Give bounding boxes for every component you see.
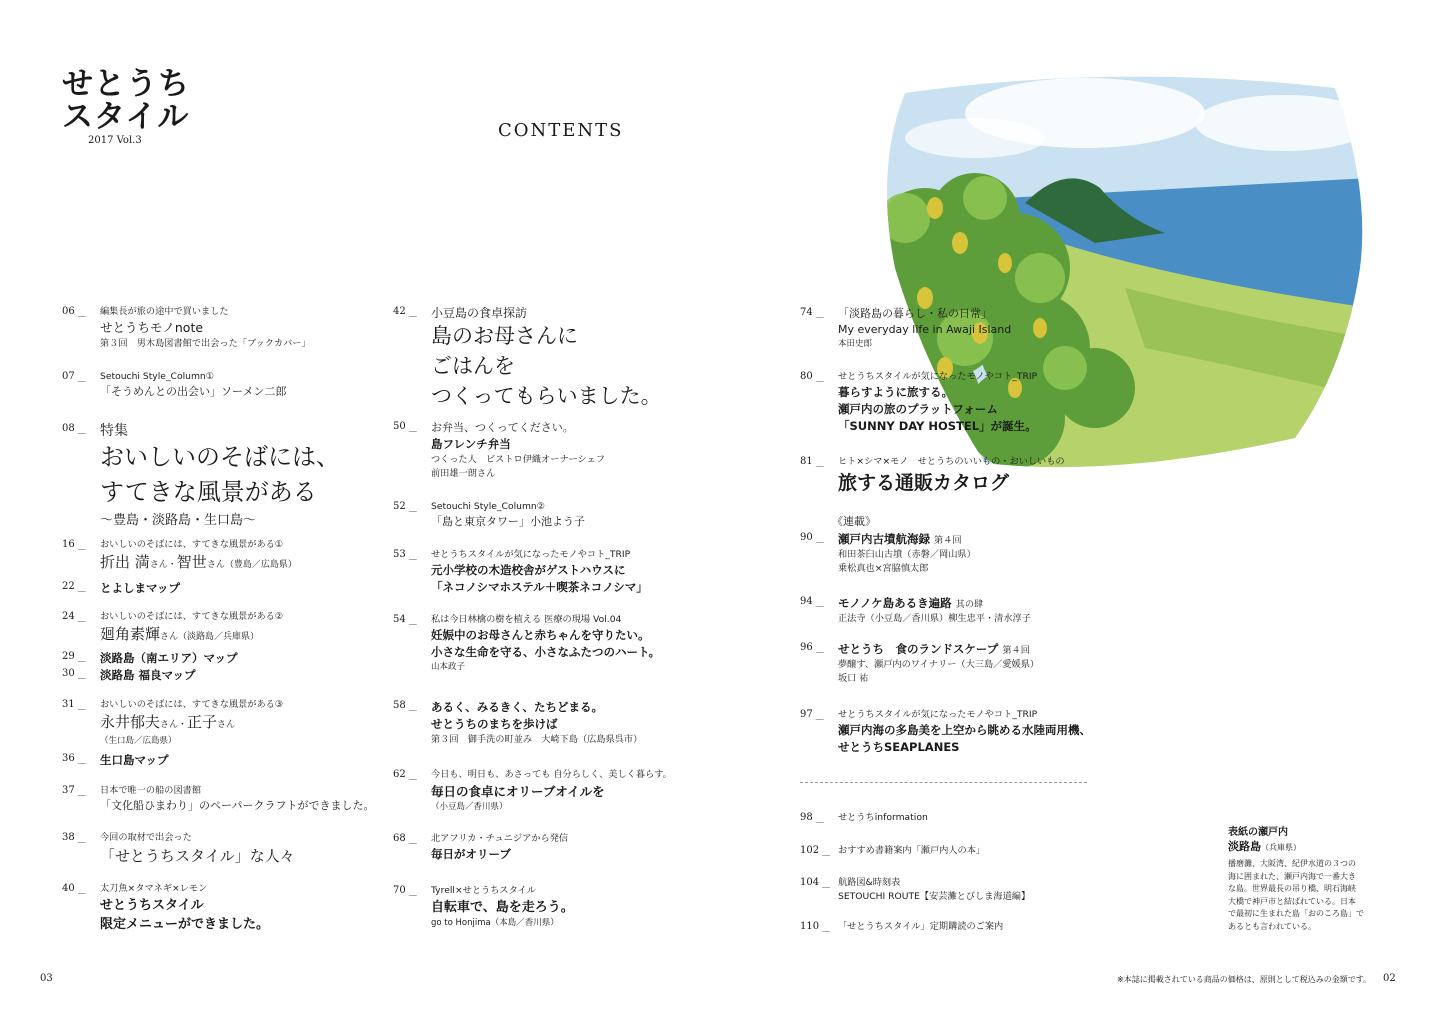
entry-38[interactable] (62, 831, 295, 867)
page-number: 98 __ (800, 812, 823, 823)
entry-title-line2: My everyday life in Awaji Island (838, 323, 1012, 336)
entry-08[interactable] (62, 422, 340, 532)
page-number: 30 __ (62, 668, 85, 679)
entry-50[interactable] (393, 420, 605, 481)
page-number: 104 __ (800, 877, 829, 888)
entry-96[interactable] (800, 641, 1039, 686)
entry-98[interactable] (800, 811, 928, 825)
page-number: 80 __ (800, 371, 823, 382)
entry-53[interactable] (393, 548, 648, 596)
person-names: 廻角素輝さん（淡路島／兵庫県） (100, 625, 260, 643)
entry-kicker: ヒト×シマ×モノ せとうちのいいもの・おいしいもの (838, 456, 1065, 467)
page-number: 62 __ (393, 769, 416, 780)
page-number: 29 __ (62, 651, 85, 662)
page-number: 08 __ (62, 423, 85, 434)
cover-text: 播磨灘、大阪湾、紀伊水道の３つの 海に囲まれた、瀬戸内海で一番大き な島。世界最長の吊り橋、明石海峡 大橋で神戸市と結ばれている。日本 で最初に生まれた島「おのころ島」で あるとも言われている。 (1228, 859, 1364, 931)
entry-16[interactable] (62, 538, 297, 575)
entry-title-line2: 「ネコノシマホステル＋喫茶ネコノシマ」 (431, 580, 648, 594)
entry-detail: 第３回 御手洗の町並み 大崎下島（広島県呉市） (431, 734, 643, 745)
entry-title: 毎日の食卓にオリーブオイルを (431, 784, 605, 799)
entry-kicker: 私は今日林檎の樹を植える 医療の現場 Vol.04 (431, 614, 622, 625)
entry-97[interactable] (800, 708, 1091, 756)
page-number: 16 __ (62, 539, 85, 550)
entry-title: せとうちinformation (838, 812, 928, 823)
entry-title: 「せとうちスタイル」な人々 (100, 847, 295, 865)
entry-place: （小豆島／香川県） (431, 802, 508, 812)
entry-title-line3: 「SUNNY DAY HOSTEL」が誕生。 (838, 419, 1037, 433)
page-number: 40 __ (62, 883, 85, 894)
entry-title-line2: 瀬戸内の旅のプラットフォーム (838, 402, 998, 416)
entry-70[interactable] (393, 884, 574, 930)
entry-kicker: 北アフリカ・チュニジアから発信 (431, 833, 569, 844)
entry-kicker: せとうちスタイルが気になったモノやコト_TRIP (431, 549, 631, 560)
entry-title-line2: せとうちSEAPLANES (838, 740, 960, 754)
feature-title-line2: ごはんを (431, 354, 515, 378)
page-number: 24 __ (62, 611, 85, 622)
person-names: 折出 満さん・智世さん（豊島／広島県） (100, 553, 297, 571)
entry-81[interactable] (800, 455, 1065, 497)
entry-title-line1: せとうちスタイル (100, 898, 204, 913)
entry-kicker: お弁当、つくってください。 (431, 421, 574, 434)
entry-title: 淡路島（南エリア）マップ (100, 651, 238, 665)
entry-kicker: せとうちスタイルが気になったモノやコト_TRIP (838, 709, 1038, 720)
entry-detail: 前田雄一朗さん (431, 468, 496, 479)
page-number: 96 __ (800, 642, 823, 653)
page-number: 54 __ (393, 614, 416, 625)
entry-title: せとうちモノnote (100, 320, 204, 335)
entry-tag: 其の肆 (955, 599, 984, 610)
entry-kicker: 太刀魚×タマネギ×レモン (100, 883, 208, 894)
page-number: 42 __ (393, 306, 416, 317)
entry-110[interactable] (800, 920, 1003, 934)
entry-title: 「文化船ひまわり」のペーパークラフトができました。 (100, 799, 375, 812)
page-number: 58 __ (393, 700, 416, 711)
cover-note (1228, 826, 1368, 933)
entry-detail: 坂口 祐 (838, 673, 869, 684)
entry-detail: 和田茶臼山古墳（赤磐／岡山県） (838, 549, 976, 560)
person-names: 永井郁夫さん・正子さん (100, 713, 236, 731)
entry-tag: 第４回 (1002, 645, 1030, 656)
logo-line2: スタイル (62, 99, 190, 135)
entry-29[interactable] (62, 650, 238, 667)
entry-37[interactable] (62, 784, 374, 814)
entry-36[interactable] (62, 752, 169, 769)
entry-kicker: Tyrell×せとうちスタイル (431, 885, 536, 896)
entry-detail: 第３回 男木島図書館で出会った「ブックカバー」 (100, 338, 311, 349)
page-number: 110 __ (800, 921, 829, 932)
entry-title-line1: 元小学校の木造校舎がゲストハウスに (431, 563, 626, 577)
entry-kicker: 日本で唯一の船の図書館 (100, 785, 202, 796)
entry-kicker: 今回の取材で出会った (100, 832, 192, 843)
magazine-logo (62, 68, 190, 134)
feature-title-line2: すてきな風景がある (100, 478, 317, 506)
entry-62[interactable] (393, 768, 672, 814)
entry-title: とよしまマップ (100, 581, 181, 595)
entry-place: （生口島／広島県） (100, 736, 177, 746)
entry-title: モノノケ島あるき遍路 (838, 596, 952, 610)
entry-author: 山本政子 (431, 662, 466, 672)
entry-title: 「島と東京タワー」小池よう子 (431, 515, 585, 528)
entry-title-line1: 暮らすように旅する。 (838, 385, 953, 399)
contents-heading: CONTENTS (498, 120, 624, 141)
entry-title: せとうち 食のランドスケープ (838, 642, 999, 656)
feature-title-line3: つくってもらいました。 (431, 384, 662, 408)
entry-detail: 乗松真也×宮脇慎太郎 (838, 563, 929, 574)
entry-title-line1: 航路図&時刻表 (838, 877, 901, 888)
page-number: 102 __ (800, 845, 829, 856)
entry-title-line2: 小さな生命を守る、小さなふたつのハート。 (431, 645, 660, 659)
volume-label: 2017 Vol.3 (88, 135, 142, 146)
entry-author: 本田史郎 (838, 339, 873, 349)
entry-22[interactable] (62, 580, 180, 597)
entry-detail: 夢醸す、瀬戸内のワイナリー（大三島／愛媛県） (838, 659, 1040, 670)
entry-title-line1: 瀬戸内海の多島美を上空から眺める水陸両用機、 (838, 723, 1091, 737)
entry-54[interactable] (393, 613, 660, 674)
page-number: 90 __ (800, 532, 823, 543)
entry-80[interactable] (800, 370, 1037, 435)
entry-52[interactable] (393, 500, 585, 530)
entry-30[interactable] (62, 667, 196, 684)
entry-detail: go to Honjima（本島／香川県） (431, 918, 559, 928)
entry-title: 「そうめんとの出会い」ソーメン二郎 (100, 385, 287, 398)
page-number: 70 __ (393, 885, 416, 896)
entry-title: 生口島マップ (100, 753, 169, 767)
page-number: 74 __ (800, 307, 823, 318)
entry-24[interactable] (62, 610, 283, 647)
entry-title-line1: あるく、みるきく、たちどまる。 (431, 700, 604, 714)
entry-title-line2: SETOUCHI ROUTE【安芸灘とびしま海道編】 (838, 891, 1031, 902)
entry-detail: 正法寺（小豆島／香川県）柳生忠平・清水淳子 (838, 613, 1031, 624)
entry-kicker: Setouchi Style_Column② (431, 501, 545, 512)
entry-kicker: 今日も、明日も、あさっても 自分らしく、美しく暮らす。 (431, 769, 672, 780)
entry-42[interactable] (393, 305, 662, 411)
page-number: 97 __ (800, 709, 823, 720)
entry-title: おすすめ書籍案内「瀬戸内人の本」 (838, 845, 986, 856)
page-number: 53 __ (393, 549, 416, 560)
entry-06[interactable] (62, 305, 311, 351)
entry-detail: つくった人 ビストロ伊織オーナーシェフ (431, 454, 606, 465)
entry-kicker: せとうちスタイルが気になったモノやコト_TRIP (838, 371, 1038, 382)
entry-title: 旅する通販カタログ (838, 472, 1010, 494)
entry-58[interactable] (393, 699, 642, 747)
entry-tag: 第４回 (934, 535, 962, 546)
entry-kicker: 編集長が旅の途中で買いました (100, 306, 229, 317)
entry-31[interactable] (62, 698, 283, 748)
entry-title: 毎日がオリーブ (431, 847, 511, 861)
entry-kicker: おいしいのそばには、すてきな風景がある③ (100, 699, 284, 710)
page-number: 07 __ (62, 371, 85, 382)
entry-74[interactable] (800, 306, 1011, 351)
entry-kicker: 小豆島の食卓探訪 (431, 306, 528, 320)
page-number-right: 02 (1383, 973, 1396, 984)
page-number: 50 __ (393, 421, 416, 432)
feature-subtitle: 〜豊島・淡路島・生口島〜 (100, 513, 257, 528)
entry-title: 島フレンチ弁当 (431, 437, 511, 451)
feature-title-line1: 島のお母さんに (431, 324, 578, 348)
entry-title-line1: 「淡路島の暮らし・私の日常」 (838, 307, 992, 320)
cover-heading: 表紙の瀬戸内 (1228, 827, 1288, 838)
entry-kicker: おいしいのそばには、すてきな風景がある① (100, 539, 284, 550)
entry-94[interactable] (800, 595, 1031, 626)
page-number: 36 __ (62, 753, 85, 764)
page-number: 81 __ (800, 456, 823, 467)
logo-line1: せとうち (62, 66, 190, 102)
serial-heading: 《連載》 (832, 515, 876, 528)
page-number: 37 __ (62, 785, 85, 796)
section-divider (800, 782, 1087, 783)
page-number: 31 __ (62, 699, 85, 710)
page-number: 68 __ (393, 833, 416, 844)
page-number: 52 __ (393, 501, 416, 512)
page-number-left: 03 (40, 973, 53, 984)
entry-title-line2: 限定メニューができました。 (100, 917, 270, 932)
entry-title: 淡路島 福良マップ (100, 668, 196, 682)
entry-kicker: 特集 (100, 423, 128, 439)
entry-68[interactable] (393, 832, 568, 863)
entry-title-line1: 妊娠中のお母さんと赤ちゃんを守りたい。 (431, 628, 650, 642)
feature-title-line1: おいしいのそばには、 (100, 443, 340, 471)
entry-kicker: おいしいのそばには、すてきな風景がある② (100, 611, 284, 622)
entry-102[interactable] (800, 844, 985, 858)
page-number: 94 __ (800, 596, 823, 607)
entry-07[interactable] (62, 370, 286, 400)
entry-40[interactable] (62, 882, 269, 934)
entry-104[interactable] (800, 876, 1030, 904)
entry-90[interactable] (800, 531, 976, 576)
cover-place: 淡路島 (1228, 840, 1261, 853)
entry-title: 瀬戸内古墳航海録 (838, 532, 930, 546)
entry-kicker: Setouchi Style_Column① (100, 371, 214, 382)
cover-pref: （兵庫県） (1261, 843, 1301, 852)
entry-title-line2: せとうちのまちを歩けば (431, 717, 558, 731)
entry-title: 自転車で、島を走ろう。 (431, 900, 574, 915)
price-note: ※本誌に掲載されている商品の価格は、原則として税込みの金額です。 (1117, 975, 1372, 984)
page-number: 22 __ (62, 581, 85, 592)
entry-title: 「せとうちスタイル」定期購読のご案内 (838, 921, 1004, 932)
page-number: 38 __ (62, 832, 85, 843)
page-number: 06 __ (62, 306, 85, 317)
